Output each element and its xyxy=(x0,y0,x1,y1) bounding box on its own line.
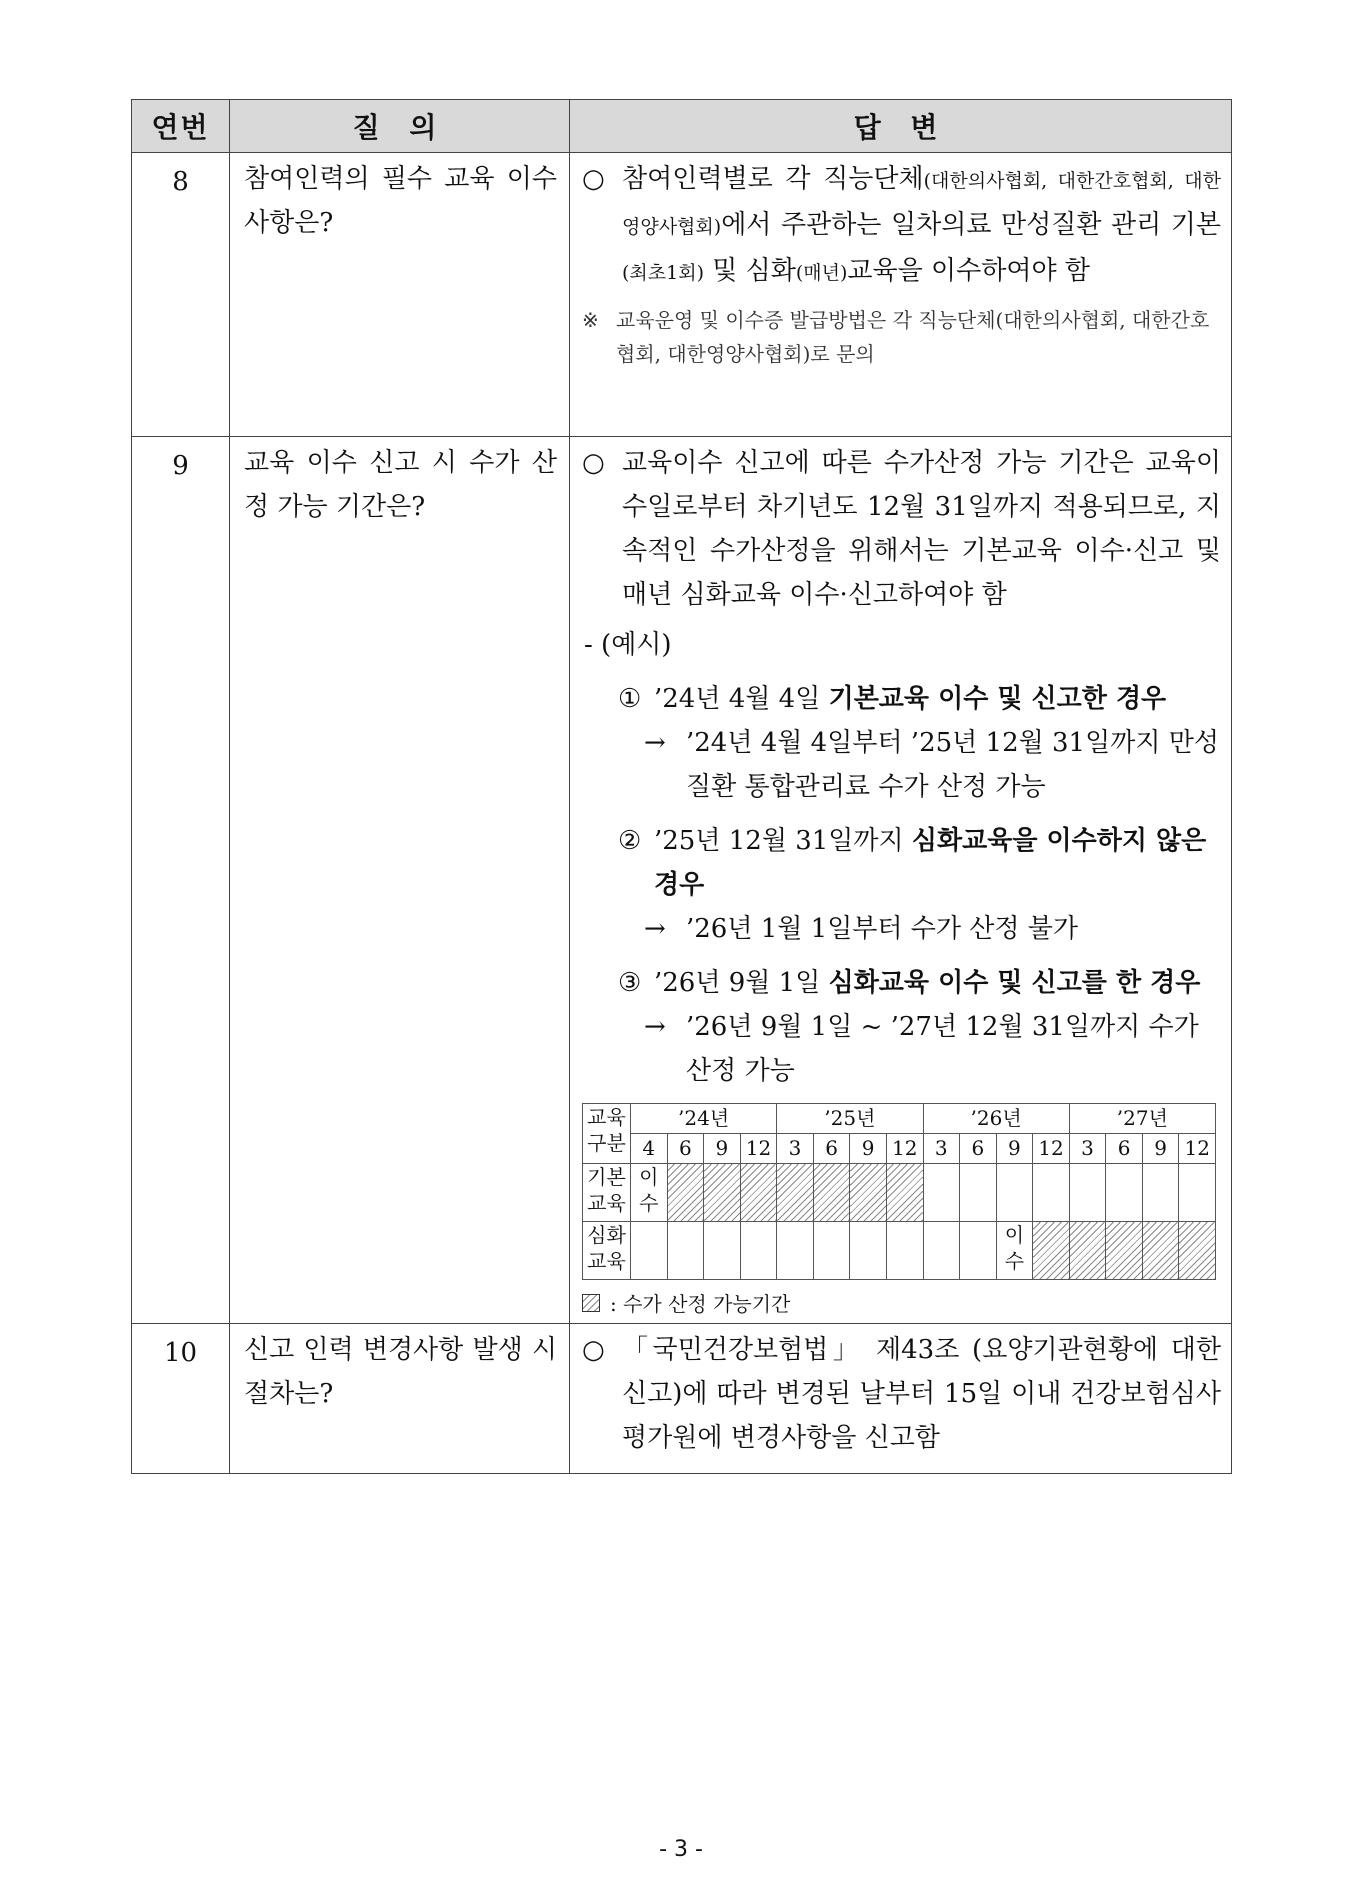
basic-eligible-cell xyxy=(850,1164,887,1222)
arrow-right-icon: → xyxy=(644,1012,666,1042)
row-number: 8 xyxy=(132,153,230,437)
answer-part: 교육을 이수하여야 함 xyxy=(847,256,1090,286)
answer-note xyxy=(582,303,1221,371)
header-answer: 답 변 xyxy=(570,100,1232,153)
month-label: 12 xyxy=(1179,1134,1216,1164)
month-label: 6 xyxy=(960,1134,997,1164)
answer-text: 「국민건강보험법」 제43조 (요양기관현황에 대한 신고)에 따라 변경된 날부터 15일 이내 건강보험심사평가원에 변경사항을 신고함 xyxy=(622,1335,1221,1453)
example-condition: 심화교육 이수 및 신고를 한 경우 xyxy=(828,968,1201,998)
month-label: 6 xyxy=(813,1134,850,1164)
advanced-empty-cell xyxy=(704,1222,741,1280)
advanced-empty-cell xyxy=(850,1222,887,1280)
answer-text: 교육이수 신고에 따른 수가산정 가능 기간은 교육이수일로부터 차기년도 12월 31일까지 적용되므로, 지속적인 수가산정을 위해서는 기본교육 이수·신고 및 매년 심화교육 이수·신고하여야 함 xyxy=(622,448,1221,610)
advanced-empty-cell xyxy=(777,1222,814,1280)
basic-completion-cell xyxy=(631,1164,668,1222)
basic-eligible-cell xyxy=(777,1164,814,1222)
example-item xyxy=(618,819,1221,951)
circled-number-icon: ① xyxy=(618,684,642,714)
basic-eligible-cell xyxy=(667,1164,704,1222)
month-label: 3 xyxy=(777,1134,814,1164)
example-item xyxy=(618,677,1221,809)
advanced-eligible-cell xyxy=(1033,1222,1070,1280)
schedule-table xyxy=(582,1103,1216,1280)
month-label: 9 xyxy=(850,1134,887,1164)
month-label: 12 xyxy=(1033,1134,1070,1164)
question-text: 교육 이수 신고 시 수가 산정 가능 기간은? xyxy=(230,437,570,1324)
advanced-eligible-cell xyxy=(1179,1222,1216,1280)
completion-mark: 이 xyxy=(639,1165,659,1189)
year-label: ’26년 xyxy=(923,1104,1069,1134)
question-text: 신고 인력 변경사항 발생 시 절차는? xyxy=(230,1324,570,1474)
basic-empty-cell xyxy=(960,1164,997,1222)
answer-cell xyxy=(570,1324,1232,1474)
header-row xyxy=(132,100,1232,153)
row-number: 10 xyxy=(132,1324,230,1474)
basic-label xyxy=(583,1164,631,1222)
circle-bullet-icon: ○ xyxy=(582,448,605,478)
example-date: ’26년 9월 1일 xyxy=(654,968,829,998)
answer-cell xyxy=(570,153,1232,437)
basic-empty-cell xyxy=(923,1164,960,1222)
note-text: 교육운영 및 이수증 발급방법은 각 직능단체(대한의사협회, 대한간호협회, 대한영양사협회)로 문의 xyxy=(616,308,1210,366)
circled-number-icon: ② xyxy=(618,826,642,856)
header-no: 연번 xyxy=(132,100,230,153)
faq-row-8 xyxy=(132,153,1232,437)
header-question: 질 의 xyxy=(230,100,570,153)
answer-part: 및 심화 xyxy=(703,256,796,286)
month-label: 9 xyxy=(1142,1134,1179,1164)
schedule-advanced-row xyxy=(583,1222,1216,1280)
label-line: 심화 xyxy=(587,1223,626,1247)
month-label: 9 xyxy=(704,1134,741,1164)
schedule-month-row xyxy=(583,1134,1216,1164)
advanced-label xyxy=(583,1222,631,1280)
completion-mark: 이 xyxy=(1004,1223,1025,1247)
answer-part: 참여인력별로 각 직능단체 xyxy=(622,164,924,194)
advanced-eligible-cell xyxy=(1142,1222,1179,1280)
example-heading: - (예시) xyxy=(584,630,672,660)
example-list xyxy=(618,677,1221,1093)
corner-bottom: 구분 xyxy=(587,1131,626,1155)
schedule-corner-label xyxy=(583,1104,631,1164)
page-number: - 3 - xyxy=(659,1837,703,1862)
basic-empty-cell xyxy=(996,1164,1033,1222)
answer-small-part: (최초1회) xyxy=(622,262,704,284)
advanced-empty-cell xyxy=(667,1222,704,1280)
label-line: 교육 xyxy=(587,1249,626,1273)
advanced-empty-cell xyxy=(886,1222,923,1280)
month-label: 4 xyxy=(631,1134,668,1164)
hatch-swatch-icon xyxy=(582,1294,600,1312)
corner-top: 교육 xyxy=(587,1105,626,1129)
legend-text: : 수가 산정 가능기간 xyxy=(610,1292,791,1316)
month-label: 12 xyxy=(886,1134,923,1164)
completion-mark: 수 xyxy=(1004,1249,1025,1273)
faq-row-10 xyxy=(132,1324,1232,1474)
advanced-empty-cell xyxy=(813,1222,850,1280)
faq-row-9 xyxy=(132,437,1232,1324)
advanced-eligible-cell xyxy=(1106,1222,1143,1280)
answer-cell xyxy=(570,437,1232,1324)
schedule-chart xyxy=(582,1103,1221,1317)
circled-number-icon: ③ xyxy=(618,968,642,998)
answer-text xyxy=(622,157,1221,295)
month-label: 6 xyxy=(1106,1134,1143,1164)
month-label: 6 xyxy=(667,1134,704,1164)
reference-mark-icon: ※ xyxy=(582,308,599,332)
answer-small-part: (매년) xyxy=(795,262,848,284)
faq-table xyxy=(131,99,1232,1474)
advanced-empty-cell xyxy=(631,1222,668,1280)
completion-mark: 수 xyxy=(639,1191,659,1215)
answer-bullet xyxy=(582,157,1221,295)
question-text: 참여인력의 필수 교육 이수 사항은? xyxy=(230,153,570,437)
month-label: 12 xyxy=(740,1134,777,1164)
example-item xyxy=(618,961,1221,1093)
basic-eligible-cell xyxy=(740,1164,777,1222)
circle-bullet-icon: ○ xyxy=(582,1335,605,1365)
basic-empty-cell xyxy=(1033,1164,1070,1222)
advanced-empty-cell xyxy=(923,1222,960,1280)
example-result: ’24년 4월 4일부터 ’25년 12월 31일까지 만성질환 통합관리료 수가 산정 가능 xyxy=(686,728,1219,802)
example-condition: 심화교육을 이수하지 않은 경우 xyxy=(654,826,1207,900)
label-line: 기본 xyxy=(587,1165,626,1189)
month-label: 9 xyxy=(996,1134,1033,1164)
advanced-eligible-cell xyxy=(1069,1222,1106,1280)
answer-part: 에서 주관하는 일차의료 만성질환 관리 기본 xyxy=(721,210,1221,240)
schedule-basic-row xyxy=(583,1164,1216,1222)
basic-empty-cell xyxy=(1179,1164,1216,1222)
schedule-legend xyxy=(582,1288,1221,1317)
label-line: 교육 xyxy=(587,1191,626,1215)
arrow-right-icon: → xyxy=(644,914,666,944)
year-label: ’27년 xyxy=(1069,1104,1215,1134)
advanced-empty-cell xyxy=(960,1222,997,1280)
month-label: 3 xyxy=(923,1134,960,1164)
example-case xyxy=(654,677,1166,721)
circle-bullet-icon: ○ xyxy=(582,164,605,194)
example-result: ’26년 1월 1일부터 수가 산정 불가 xyxy=(686,914,1079,944)
year-label: ’24년 xyxy=(631,1104,777,1134)
example-result: ’26년 9월 1일 ~ ’27년 12월 31일까지 수가 산정 가능 xyxy=(686,1012,1199,1086)
example-date: ’25년 12월 31일까지 xyxy=(654,826,912,856)
basic-eligible-cell xyxy=(886,1164,923,1222)
arrow-right-icon: → xyxy=(644,728,666,758)
advanced-completion-cell xyxy=(996,1222,1033,1280)
example-case xyxy=(654,961,1200,1005)
month-label: 3 xyxy=(1069,1134,1106,1164)
answer-bullet xyxy=(582,1328,1221,1460)
example-case xyxy=(654,819,1221,907)
schedule-year-row xyxy=(583,1104,1216,1134)
example-date: ’24년 4월 4일 xyxy=(654,684,829,714)
basic-empty-cell xyxy=(1142,1164,1179,1222)
basic-eligible-cell xyxy=(813,1164,850,1222)
row-number: 9 xyxy=(132,437,230,1324)
basic-empty-cell xyxy=(1069,1164,1106,1222)
year-label: ’25년 xyxy=(777,1104,923,1134)
basic-empty-cell xyxy=(1106,1164,1143,1222)
answer-small-part: (대한의사협회, 대한간호협회, 대한영양사협회) xyxy=(622,170,1221,238)
basic-eligible-cell xyxy=(704,1164,741,1222)
advanced-empty-cell xyxy=(740,1222,777,1280)
answer-bullet xyxy=(582,441,1221,617)
example-condition: 기본교육 이수 및 신고한 경우 xyxy=(828,684,1167,714)
